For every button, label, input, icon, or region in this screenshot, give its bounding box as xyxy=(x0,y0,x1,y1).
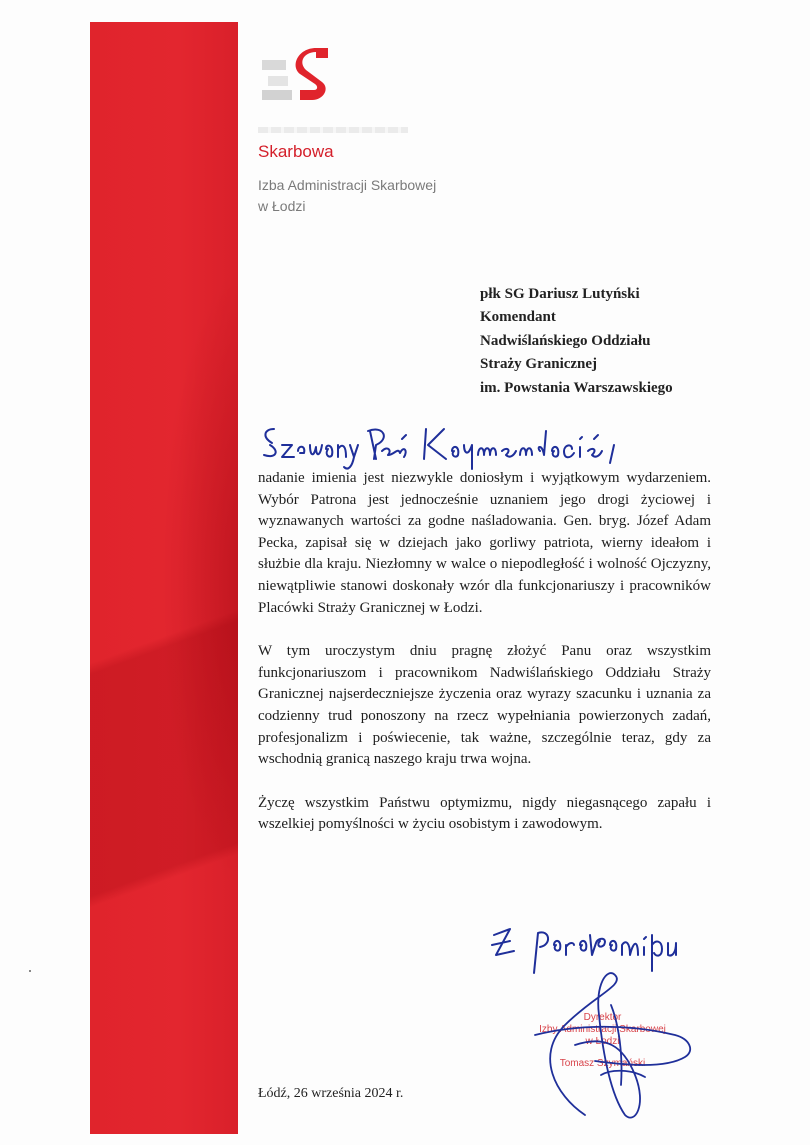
institution-line-1: Izba Administracji Skarbowej xyxy=(258,177,437,193)
letter-body xyxy=(258,468,711,858)
recipient-line-3: Nadwiślańskiego Oddziału xyxy=(480,332,651,349)
institution-name xyxy=(258,175,518,217)
brand-name: Skarbowa xyxy=(258,142,334,161)
institution-line-2: w Łodzi xyxy=(258,198,306,214)
faded-letterhead-text xyxy=(258,127,408,133)
recipient-line-5: im. Powstania Warszawskiego xyxy=(480,379,673,396)
red-vertical-bar xyxy=(90,22,238,1134)
handwritten-signature xyxy=(515,965,700,1125)
body-paragraph-2: W tym uroczystym dniu pragnę złożyć Panu oraz wszystkim funkcjonariuszom i pracownikom Nadwiślańskiego Oddziału Straży Granicznej najserdeczniejsze życzenia oraz wyrazy szacunku i uznania za codzienny trud ponoszony na rzecz wypełniania powierzonych zadań, profesjonalizm i poświecenie, tak ważne, szczególnie teraz, gdy za wschodnią granicą naszego kraju trwa wojna. xyxy=(258,643,711,768)
letter-date: Łódź, 26 września 2024 r. xyxy=(258,1086,404,1101)
red-bar-shading xyxy=(90,22,238,1134)
kas-logo-icon xyxy=(258,46,348,110)
stamp-title-line-2: Izby Administracji Skarbowej xyxy=(539,1024,666,1035)
stamp-name: Tomasz Szymański xyxy=(559,1058,646,1069)
stamp-title-line-3: w Łodzi xyxy=(585,1036,620,1047)
stamp-title-line-1: Dyrektor xyxy=(583,1012,622,1023)
recipient-line-1: płk SG Dariusz Lutyński xyxy=(480,286,640,302)
recipient-line-2: Komendant xyxy=(480,309,556,326)
recipient-block xyxy=(480,283,780,400)
handwritten-salutation xyxy=(258,415,648,473)
body-paragraph-3: Życzę wszystkim Państwu optymizmu, nigdy niegasnącego zapału i wszelkiej pomyślności w życiu osobistym i zawodowym. xyxy=(258,794,711,833)
recipient-line-4: Straży Granicznej xyxy=(480,356,598,373)
scan-mark xyxy=(29,970,31,972)
body-paragraph-1: nadanie imienia jest niezwykle doniosłym i wyjątkowym wydarzeniem. Wybór Patrona jest jednocześnie uznaniem jego drogi życiowej i wyznawanych wartości za godne naśladowania. Gen. bryg. Józef Adam Pecka, zapisał się w dziejach jako gorliwy patriota, wierny ideałom i służbie dla kraju. Niezłomny w walce o niepodległość i wolność Ojczyzny, niewątpliwie stanowi doskonały wzór dla funkcjonariuszy i pracowników Placówki Straży Granicznej w Łodzi. xyxy=(258,470,711,616)
